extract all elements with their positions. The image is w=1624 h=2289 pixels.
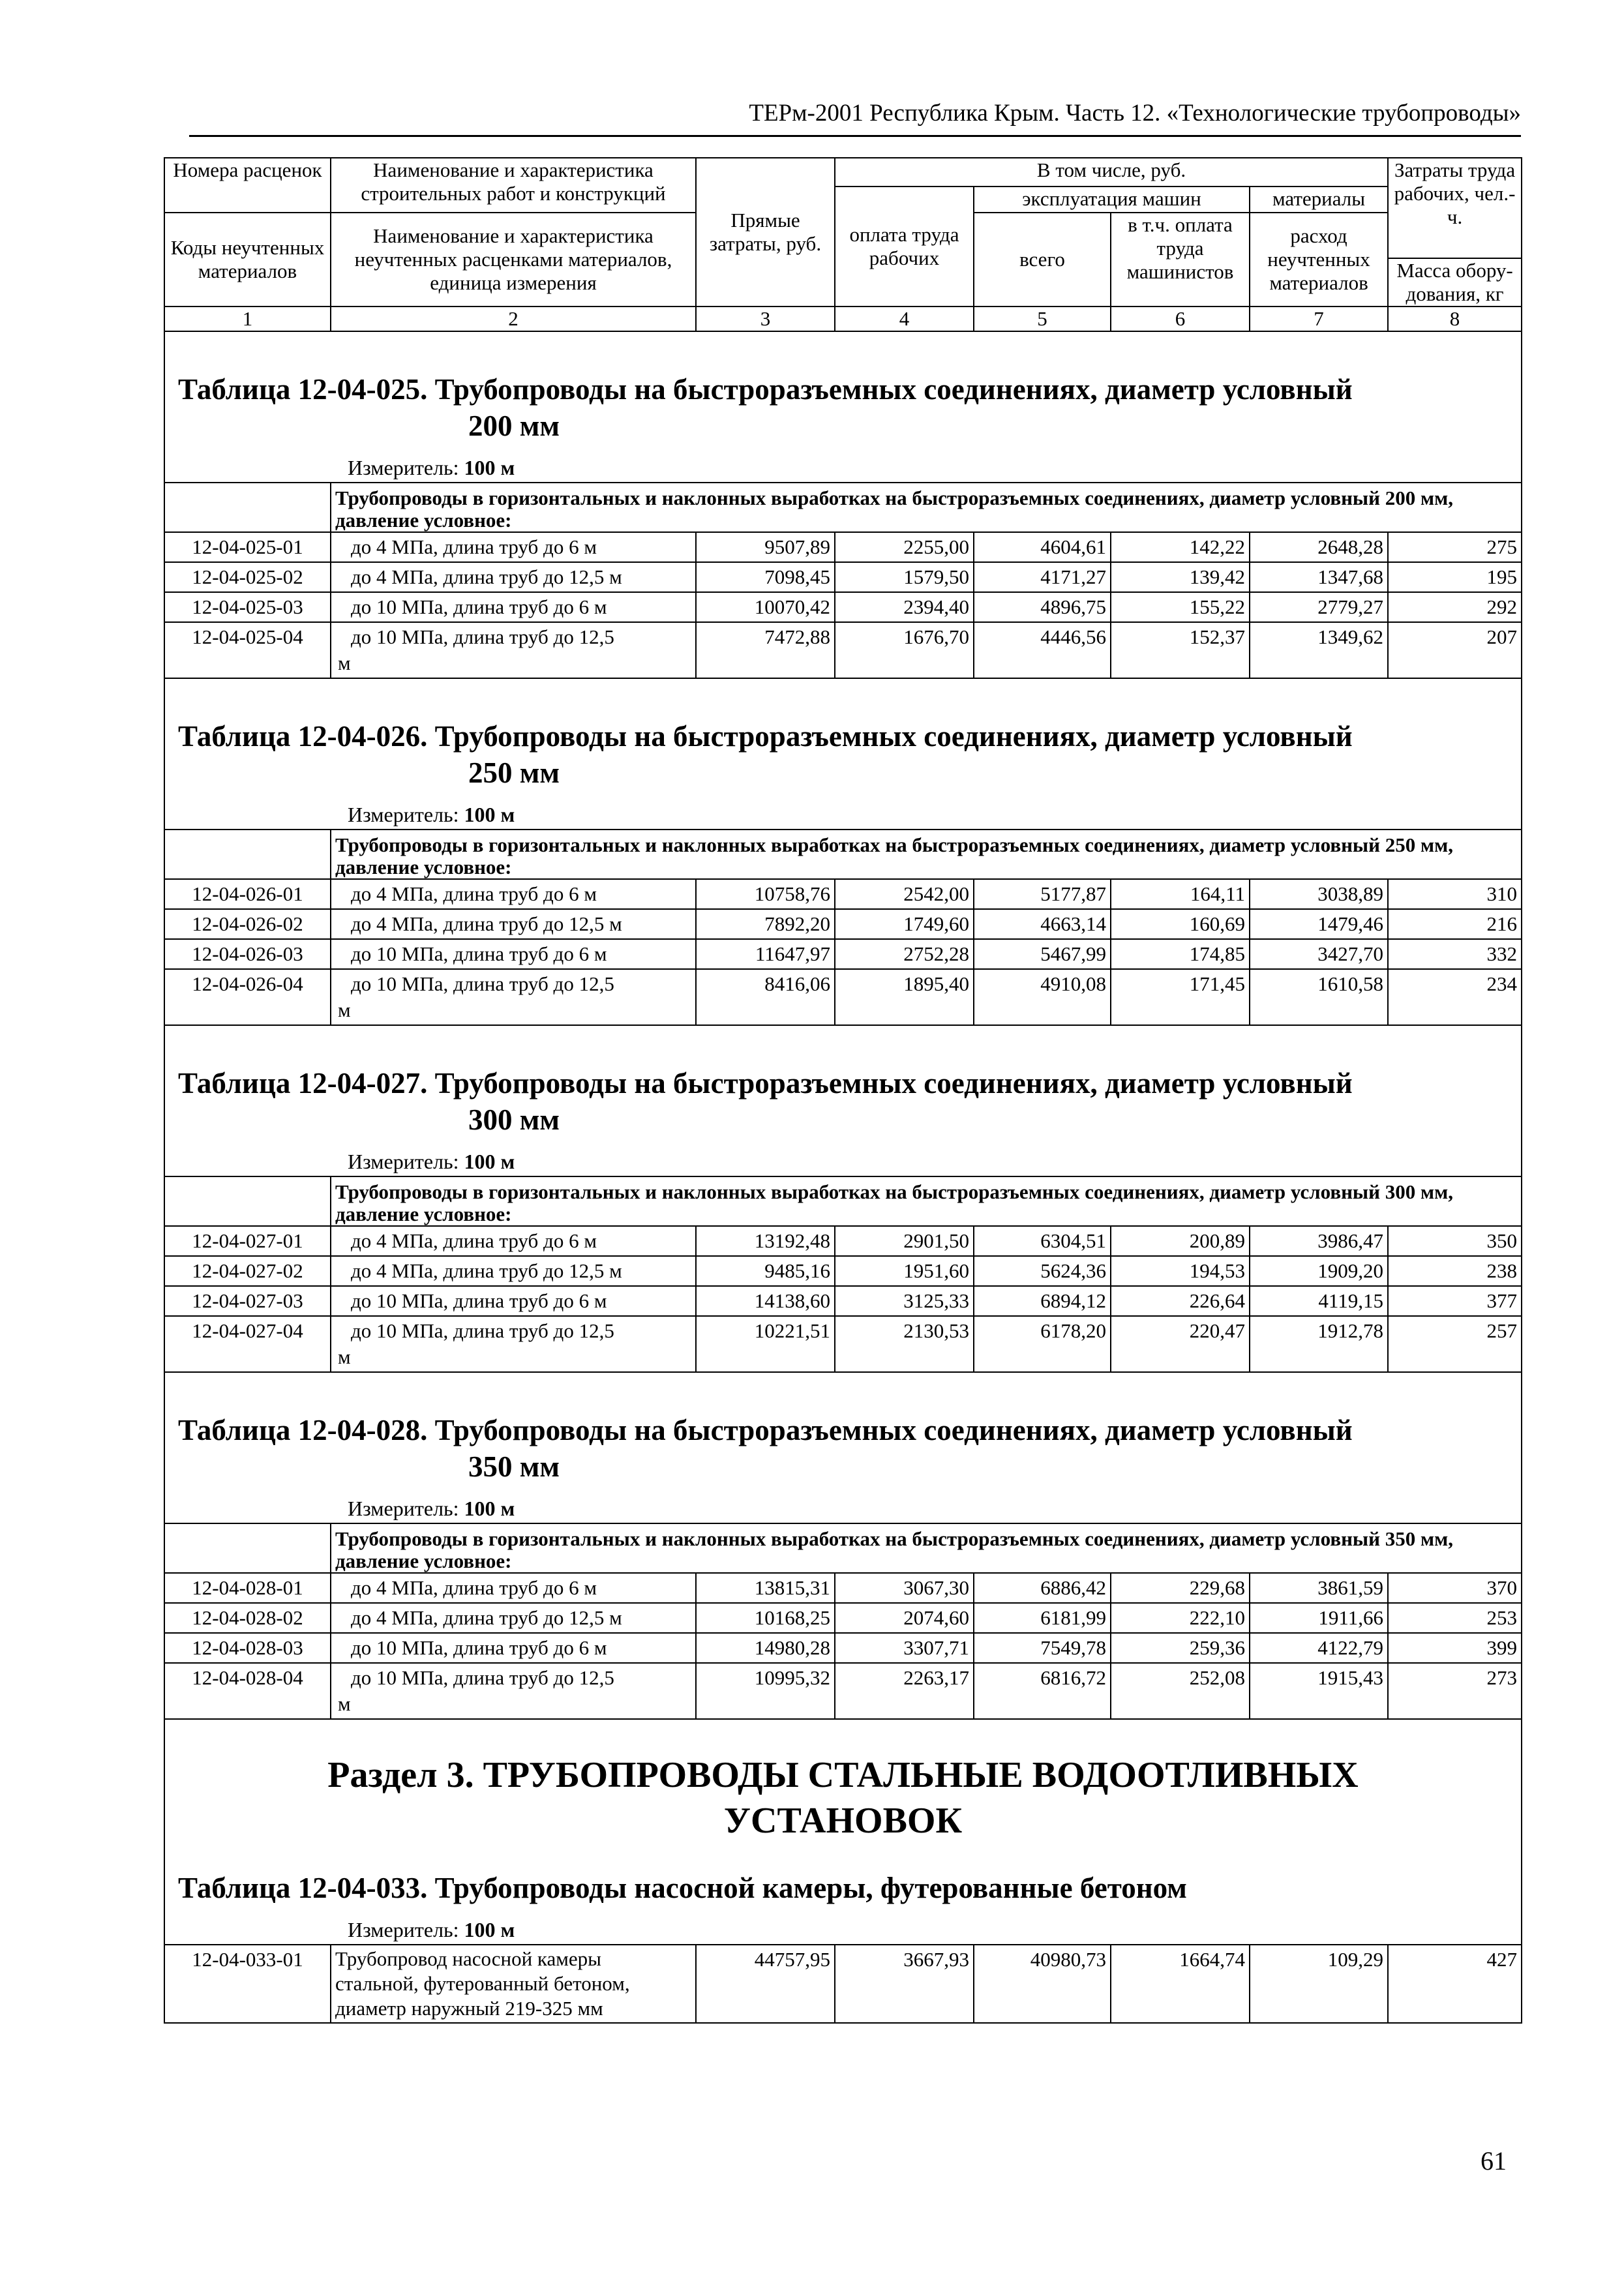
head-machines-total: всего	[974, 213, 1111, 307]
row-mat: 4122,79	[1250, 1633, 1388, 1663]
row-name-text: до 4 МПа, длина труб до 12,5 м	[351, 1259, 622, 1282]
row-mach-lab: 1664,74	[1111, 1945, 1250, 2023]
row-direct: 44757,95	[696, 1945, 835, 2023]
row-direct: 9485,16	[696, 1256, 835, 1286]
row-mach: 4663,14	[974, 909, 1111, 939]
row-labor: 2255,00	[835, 532, 974, 562]
table-title-cell	[164, 1372, 1522, 1523]
head-materials: материалы	[1250, 187, 1388, 213]
head-equip-mass: Масса обору-дования, кг	[1388, 258, 1522, 307]
row-code: 12-04-026-01	[164, 879, 331, 909]
row-name-text: до 4 МПа, длина труб до 12,5 м	[351, 912, 622, 935]
section-title-line: Раздел 3. ТРУБОПРОВОДЫ СТАЛЬНЫЕ ВОДООТЛИВНЫХ	[327, 1755, 1359, 1795]
row-hours: 292	[1388, 592, 1522, 622]
head-machines-incl: в т.ч. оплата труда машинистов	[1111, 213, 1250, 307]
row-hours: 310	[1388, 879, 1522, 909]
price-table	[164, 157, 1522, 2024]
row-mach: 4896,75	[974, 592, 1111, 622]
row-mach-lab: 226,64	[1111, 1286, 1250, 1316]
measure-value: 100 м	[464, 1150, 515, 1173]
table-row	[164, 969, 1522, 1025]
group-code-cell	[164, 1523, 331, 1573]
head-materials-sub: расход неучтенных материалов	[1250, 213, 1388, 307]
row-name-cont: м	[338, 998, 351, 1021]
section-title	[165, 1720, 1521, 1844]
row-code: 12-04-025-03	[164, 592, 331, 622]
table-title-line-2: 200 мм	[468, 410, 560, 442]
row-mat: 3427,70	[1250, 939, 1388, 969]
row-mach: 4446,56	[974, 622, 1111, 678]
row-code: 12-04-028-01	[164, 1573, 331, 1603]
table-row	[164, 592, 1522, 622]
row-mach-lab: 200,89	[1111, 1226, 1250, 1256]
row-direct: 10070,42	[696, 592, 835, 622]
row-name-text: до 10 МПа, длина труб до 6 м	[351, 1636, 607, 1659]
row-labor: 3067,30	[835, 1573, 974, 1603]
row-labor: 2394,40	[835, 592, 974, 622]
head-incl: В том числе, руб.	[835, 158, 1388, 187]
row-name-text: до 4 МПа, длина труб до 6 м	[351, 882, 597, 905]
head-direct: Прямые затраты, руб.	[696, 158, 835, 307]
table-title-line-2: 250 мм	[468, 756, 560, 789]
table-title-line-2: 300 мм	[468, 1103, 560, 1136]
row-code: 12-04-026-04	[164, 969, 331, 1025]
row-name	[331, 622, 696, 678]
row-mach-lab: 139,42	[1111, 562, 1250, 592]
row-hours: 253	[1388, 1603, 1522, 1633]
row-name-cont: м	[338, 1345, 351, 1368]
row-name-line: Трубопровод насосной камеры	[335, 1947, 601, 1970]
row-name-text: до 10 МПа, длина труб до 12,5	[351, 625, 614, 648]
row-name	[331, 969, 696, 1025]
table-title	[178, 1412, 1521, 1485]
col-number: 6	[1111, 307, 1250, 331]
table-row	[164, 1286, 1522, 1316]
row-labor: 2752,28	[835, 939, 974, 969]
row-name-text: до 4 МПа, длина труб до 6 м	[351, 1576, 597, 1599]
row-code: 12-04-028-04	[164, 1663, 331, 1719]
row-labor: 2901,50	[835, 1226, 974, 1256]
row-direct: 7472,88	[696, 622, 835, 678]
row-mach-lab: 229,68	[1111, 1573, 1250, 1603]
table-row	[164, 1663, 1522, 1719]
row-mach-lab: 194,53	[1111, 1256, 1250, 1286]
row-direct: 10995,32	[696, 1663, 835, 1719]
row-labor: 1895,40	[835, 969, 974, 1025]
row-name	[331, 1633, 696, 1663]
row-name-text: до 10 МПа, длина труб до 6 м	[351, 595, 607, 618]
col-number: 3	[696, 307, 835, 331]
row-code: 12-04-026-03	[164, 939, 331, 969]
table-row	[164, 622, 1522, 678]
row-code: 12-04-028-02	[164, 1603, 331, 1633]
row-mach-lab: 259,36	[1111, 1633, 1250, 1663]
table-title	[178, 371, 1521, 444]
row-name	[331, 1286, 696, 1316]
row-direct: 7892,20	[696, 909, 835, 939]
row-name-text: до 10 МПа, длина труб до 12,5	[351, 972, 614, 995]
row-hours: 273	[1388, 1663, 1522, 1719]
row-mach: 6304,51	[974, 1226, 1111, 1256]
row-code: 12-04-027-01	[164, 1226, 331, 1256]
row-hours: 275	[1388, 532, 1522, 562]
row-name-text: до 10 МПа, длина труб до 12,5	[351, 1319, 614, 1342]
row-hours: 332	[1388, 939, 1522, 969]
row-labor: 2263,17	[835, 1663, 974, 1719]
table-row	[164, 1945, 1522, 2023]
table-title	[178, 718, 1521, 791]
row-labor: 1579,50	[835, 562, 974, 592]
row-mat: 3038,89	[1250, 879, 1388, 909]
row-name-text: до 4 МПа, длина труб до 12,5 м	[351, 1606, 622, 1629]
head-mat-codes: Коды неучтенных материалов	[164, 213, 331, 307]
row-labor: 3667,93	[835, 1945, 974, 2023]
row-mat: 1349,62	[1250, 622, 1388, 678]
row-mach: 6816,72	[974, 1663, 1111, 1719]
row-mat: 3861,59	[1250, 1573, 1388, 1603]
row-labor: 1749,60	[835, 909, 974, 939]
row-name	[331, 592, 696, 622]
row-name-cont: м	[338, 651, 351, 674]
row-mat: 3986,47	[1250, 1226, 1388, 1256]
row-mat: 1479,46	[1250, 909, 1388, 939]
row-mach-lab: 142,22	[1111, 532, 1250, 562]
table-row	[164, 879, 1522, 909]
col-number: 7	[1250, 307, 1388, 331]
row-direct: 7098,45	[696, 562, 835, 592]
measure-unit	[178, 800, 1521, 829]
table-row	[164, 939, 1522, 969]
table-title-line: Таблица 12-04-026. Трубопроводы на быстроразъемных соединениях, диаметр условный	[178, 720, 1353, 753]
row-name	[331, 1256, 696, 1286]
table-title: Таблица 12-04-033. Трубопроводы насосной камеры, футерованные бетоном	[178, 1872, 1187, 1904]
measure-unit	[178, 1494, 1521, 1523]
row-direct: 11647,97	[696, 939, 835, 969]
row-name-cont: м	[338, 1692, 351, 1715]
row-mach: 7549,78	[974, 1633, 1111, 1663]
measure-unit	[178, 1147, 1521, 1176]
row-mach-lab: 222,10	[1111, 1603, 1250, 1633]
row-mach: 40980,73	[974, 1945, 1111, 2023]
row-labor: 1676,70	[835, 622, 974, 678]
row-code: 12-04-028-03	[164, 1633, 331, 1663]
row-name	[331, 909, 696, 939]
row-mat: 4119,15	[1250, 1286, 1388, 1316]
row-hours: 350	[1388, 1226, 1522, 1256]
table-title-line-2: 350 мм	[468, 1450, 560, 1483]
head-name: Наименование и характеристика строительных работ и конструкций	[331, 158, 696, 213]
measure-label: Измеритель:	[348, 1150, 459, 1173]
table-row	[164, 1633, 1522, 1663]
page-number: 61	[1481, 2146, 1507, 2176]
measure-unit	[178, 453, 1521, 482]
row-mach-lab: 252,08	[1111, 1663, 1250, 1719]
row-mach-lab: 155,22	[1111, 592, 1250, 622]
row-mat: 109,29	[1250, 1945, 1388, 2023]
row-mat: 1912,78	[1250, 1316, 1388, 1372]
table-row	[164, 909, 1522, 939]
row-name	[331, 879, 696, 909]
row-name	[331, 939, 696, 969]
measure-label: Измеритель:	[348, 803, 459, 826]
header-rule	[189, 135, 1521, 137]
row-name	[331, 1945, 696, 2023]
row-labor: 3307,71	[835, 1633, 974, 1663]
group-code-cell	[164, 1176, 331, 1226]
row-mach-lab: 152,37	[1111, 622, 1250, 678]
group-code-cell	[164, 830, 331, 879]
table-title-line: Таблица 12-04-028. Трубопроводы на быстроразъемных соединениях, диаметр условный	[178, 1414, 1353, 1446]
row-name	[331, 562, 696, 592]
row-mat: 1347,68	[1250, 562, 1388, 592]
row-name	[331, 1226, 696, 1256]
row-name-line: диаметр наружный 219-325 мм	[335, 1997, 603, 2020]
row-mach: 6181,99	[974, 1603, 1111, 1633]
row-hours: 399	[1388, 1633, 1522, 1663]
row-mach-lab: 174,85	[1111, 939, 1250, 969]
row-name	[331, 532, 696, 562]
head-codes: Номера расценок	[164, 158, 331, 213]
row-mach: 4910,08	[974, 969, 1111, 1025]
row-labor: 2130,53	[835, 1316, 974, 1372]
head-mat-name: Наименование и характеристика неучтенных расценками материалов, единица измерения	[331, 213, 696, 307]
row-mat: 1911,66	[1250, 1603, 1388, 1633]
table-title	[178, 1065, 1521, 1138]
row-direct: 8416,06	[696, 969, 835, 1025]
table-title-cell	[164, 1844, 1522, 1945]
row-name	[331, 1603, 696, 1633]
row-mach-lab: 160,69	[1111, 909, 1250, 939]
table-title-cell	[164, 678, 1522, 830]
row-labor: 2542,00	[835, 879, 974, 909]
row-direct: 9507,89	[696, 532, 835, 562]
col-number: 4	[835, 307, 974, 331]
row-direct: 10758,76	[696, 879, 835, 909]
row-hours: 207	[1388, 622, 1522, 678]
row-hours: 377	[1388, 1286, 1522, 1316]
row-mat: 1909,20	[1250, 1256, 1388, 1286]
row-direct: 13192,48	[696, 1226, 835, 1256]
row-name-text: до 10 МПа, длина труб до 6 м	[351, 942, 607, 965]
row-mach: 5624,36	[974, 1256, 1111, 1286]
measure-value: 100 м	[464, 803, 515, 826]
row-code: 12-04-026-02	[164, 909, 331, 939]
row-hours: 257	[1388, 1316, 1522, 1372]
table-row	[164, 1316, 1522, 1372]
row-name	[331, 1316, 696, 1372]
row-name-text: до 10 МПа, длина труб до 12,5	[351, 1666, 614, 1689]
row-name-text: до 4 МПа, длина труб до 12,5 м	[351, 565, 622, 588]
row-name-text: до 10 МПа, длина труб до 6 м	[351, 1289, 607, 1312]
group-code-cell	[164, 483, 331, 532]
row-code: 12-04-033-01	[164, 1945, 331, 2023]
row-name-line: стальной, футерованный бетоном,	[335, 1972, 630, 1995]
row-mach: 5467,99	[974, 939, 1111, 969]
measure-value: 100 м	[464, 456, 515, 479]
row-mach: 5177,87	[974, 879, 1111, 909]
row-mach: 6894,12	[974, 1286, 1111, 1316]
head-machines: эксплуатация машин	[974, 187, 1250, 213]
row-code: 12-04-025-02	[164, 562, 331, 592]
row-name-text: до 4 МПа, длина труб до 6 м	[351, 535, 597, 558]
row-direct: 10168,25	[696, 1603, 835, 1633]
row-mach: 4171,27	[974, 562, 1111, 592]
table-title-cell	[164, 331, 1522, 483]
section-title-line-2: УСТАНОВОК	[723, 1801, 963, 1841]
group-description: Трубопроводы в горизонтальных и наклонных выработках на быстроразъемных соединениях, диаметр условный 300 мм, давление условное:	[331, 1176, 1522, 1226]
row-code: 12-04-027-04	[164, 1316, 331, 1372]
measure-label: Измеритель:	[348, 1497, 459, 1520]
row-name-text: до 4 МПа, длина труб до 6 м	[351, 1229, 597, 1252]
row-direct: 13815,31	[696, 1573, 835, 1603]
group-description: Трубопроводы в горизонтальных и наклонных выработках на быстроразъемных соединениях, диаметр условный 200 мм, давление условное:	[331, 483, 1522, 532]
group-description: Трубопроводы в горизонтальных и наклонных выработках на быстроразъемных соединениях, диаметр условный 350 мм, давление условное:	[331, 1523, 1522, 1573]
row-code: 12-04-027-03	[164, 1286, 331, 1316]
measure-unit	[178, 1915, 1521, 1944]
group-description: Трубопроводы в горизонтальных и наклонных выработках на быстроразъемных соединениях, диаметр условный 250 мм, давление условное:	[331, 830, 1522, 879]
row-labor: 2074,60	[835, 1603, 974, 1633]
col-number: 8	[1388, 307, 1522, 331]
row-hours: 216	[1388, 909, 1522, 939]
row-direct: 14138,60	[696, 1286, 835, 1316]
table-row	[164, 1573, 1522, 1603]
table-row	[164, 1226, 1522, 1256]
row-direct: 10221,51	[696, 1316, 835, 1372]
row-labor: 3125,33	[835, 1286, 974, 1316]
table-title-line: Таблица 12-04-027. Трубопроводы на быстроразъемных соединениях, диаметр условный	[178, 1067, 1353, 1100]
row-code: 12-04-025-01	[164, 532, 331, 562]
measure-label: Измеритель:	[348, 456, 459, 479]
row-mach: 4604,61	[974, 532, 1111, 562]
row-hours: 195	[1388, 562, 1522, 592]
running-header: ТЕРм-2001 Республика Крым. Часть 12. «Технологические трубопроводы»	[749, 100, 1521, 127]
row-mach-lab: 220,47	[1111, 1316, 1250, 1372]
col-number: 2	[331, 307, 696, 331]
row-mat: 2779,27	[1250, 592, 1388, 622]
row-name	[331, 1573, 696, 1603]
row-mach-lab: 164,11	[1111, 879, 1250, 909]
row-labor: 1951,60	[835, 1256, 974, 1286]
head-labor-cost: Затраты труда рабочих, чел.-ч.	[1388, 158, 1522, 258]
row-mach: 6886,42	[974, 1573, 1111, 1603]
measure-value: 100 м	[464, 1497, 515, 1520]
table-row	[164, 1256, 1522, 1286]
table-title-cell	[164, 1025, 1522, 1176]
table-row	[164, 532, 1522, 562]
measure-value: 100 м	[464, 1918, 515, 1941]
section-cell	[164, 1719, 1522, 1844]
row-name	[331, 1663, 696, 1719]
row-hours: 370	[1388, 1573, 1522, 1603]
row-hours: 238	[1388, 1256, 1522, 1286]
row-mach: 6178,20	[974, 1316, 1111, 1372]
row-mat: 1915,43	[1250, 1663, 1388, 1719]
col-number: 1	[164, 307, 331, 331]
head-labor-pay: оплата труда рабочих	[835, 187, 974, 307]
row-mat: 2648,28	[1250, 532, 1388, 562]
table-row	[164, 1603, 1522, 1633]
row-hours: 234	[1388, 969, 1522, 1025]
row-code: 12-04-027-02	[164, 1256, 331, 1286]
row-mat: 1610,58	[1250, 969, 1388, 1025]
col-number: 5	[974, 307, 1111, 331]
row-hours: 427	[1388, 1945, 1522, 2023]
table-row	[164, 562, 1522, 592]
measure-label: Измеритель:	[348, 1918, 459, 1941]
row-mach-lab: 171,45	[1111, 969, 1250, 1025]
row-code: 12-04-025-04	[164, 622, 331, 678]
table-title-line: Таблица 12-04-025. Трубопроводы на быстроразъемных соединениях, диаметр условный	[178, 373, 1353, 406]
row-direct: 14980,28	[696, 1633, 835, 1663]
